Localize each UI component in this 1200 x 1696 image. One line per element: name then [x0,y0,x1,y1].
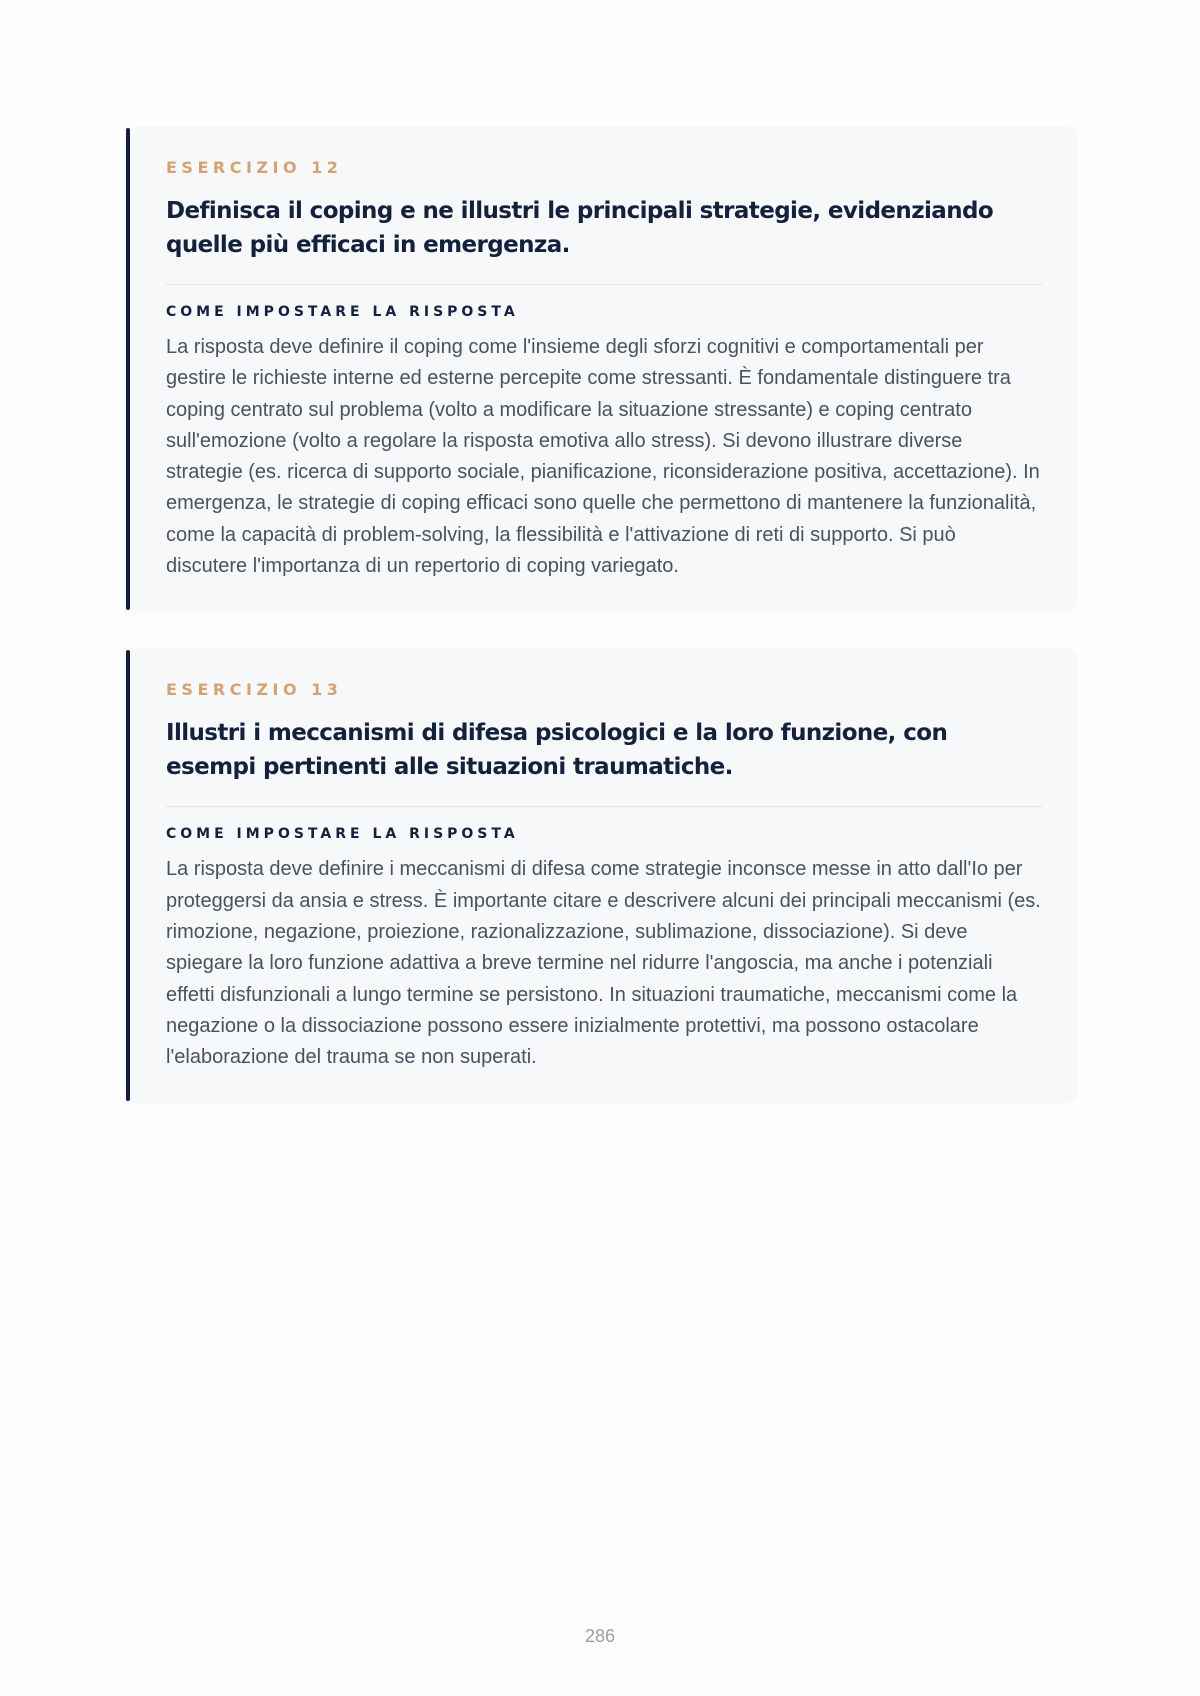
divider [166,284,1042,285]
exercise-list [126,126,1078,1139]
exercise-card [126,126,1078,612]
section-label: COME IMPOSTARE LA RISPOSTA [166,304,519,320]
answer-text: La risposta deve definire il coping come l'insieme degli sforzi cognitivi e comportamentali per gestire le richieste interne ed esterne percepite come stressanti. È fondamentale distinguere tra coping centrato sul problema (volto a modificare la situazione stressante) e coping centrato sull'emozione (volto a regolare la risposta emotiva allo stress). Si devono illustrare diverse strategie (es. ricerca di supporto sociale, pianificazione, riconsiderazione positiva, accettazione). In emergenza, le strategie di coping efficaci sono quelle che permettono di mantenere la funzionalità, come la capacità di problem-solving, la flessibilità e l'attivazione di reti di supporto. Si può discutere l'importanza di un repertorio di coping variegato. [166,336,1040,578]
exercise-label: ESERCIZIO 13 [166,680,343,700]
exercise-label: ESERCIZIO 12 [166,158,343,177]
page-number: 286 [584,1626,616,1646]
exercise-question: Illustri i meccanismi di difesa psicologici e la loro funzione, con esempi pertinenti alle situazioni traumatiche. [166,720,948,781]
exercise-question: Definisca il coping e ne illustri le principali strategie, evidenziando quelle più efficaci in emergenza. [166,198,994,258]
section-label: COME IMPOSTARE LA RISPOSTA [166,826,519,843]
accent-bar [126,650,130,1101]
divider [166,806,1042,807]
answer-text: La risposta deve definire i meccanismi di difesa come strategie inconsce messe in atto dall'Io per proteggersi da ansia e stress. È importante citare e descrivere alcuni dei principali meccanismi (es. rimozione, negazione, proiezione, razionalizzazione, sublimazione, dissociazione). Si deve spiegare la loro funzione adattiva a breve termine nel ridurre l'angoscia, ma anche i potenziali effetti disfunzionali a lungo termine se persistono. In situazioni traumatiche, meccanismi come la negazione o la dissociazione possono essere inizialmente protettivi, ma possono ostacolare l'elaborazione del trauma se non superati. [166,858,1041,1069]
accent-bar [126,128,130,610]
exercise-card [126,648,1078,1103]
